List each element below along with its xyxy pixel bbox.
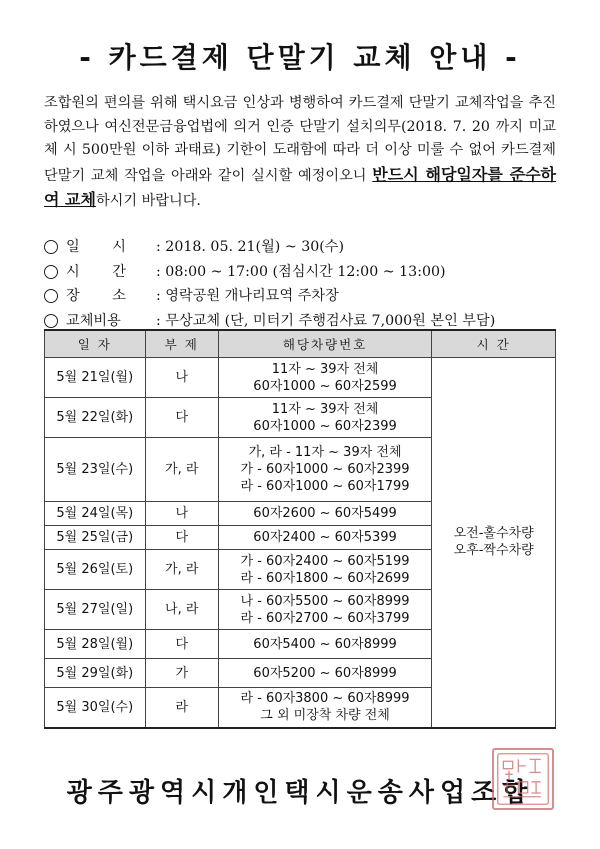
- info-label: 교체비용: [66, 312, 121, 329]
- table-body: [45, 358, 556, 728]
- vehicle-range: 라 - 60자3800 ~ 60자8999: [240, 691, 410, 707]
- info-label: 시 간: [66, 263, 140, 280]
- row-vehicles: [218, 550, 431, 590]
- time-note-cell: [432, 358, 556, 728]
- seal-icon: [494, 750, 552, 808]
- row-vehicles: [218, 630, 431, 659]
- row-part: 다: [145, 526, 218, 550]
- intro-text: 조합원의 편의를 위해 택시요금 인상과 병행하여 카드결제 단말기 교체작업을 추진하였으나 여신전문금융업법에 의거 인증 단말기 설치의무(2018. 7. 20 까지 미교체 시 500만원 이하 과태료) 기한이 도래함에 따라 더 이상 미룰 수 없어 카드결제 단말기 교체 작업을 아래와 같이 실시할 예정이오니: [44, 95, 556, 184]
- row-part: 나: [145, 358, 218, 398]
- header-vehicles: 해당차량번호: [218, 330, 431, 358]
- row-vehicles: [218, 438, 431, 502]
- time-note: 오후-짝수차량: [453, 543, 534, 559]
- vehicle-range: 그 외 미장착 차량 전체: [260, 708, 390, 724]
- row-date: 5월 27일(일): [45, 590, 146, 630]
- circle-bullet-icon: [44, 240, 58, 254]
- vehicle-range: 가 - 60자1000 ~ 60자2399: [240, 462, 410, 477]
- association-name: 광주광역시개인택시운송사업조합: [66, 778, 534, 808]
- vehicle-range: 나 - 60자5500 ~ 60자8999: [240, 593, 410, 609]
- row-vehicles: [218, 688, 431, 728]
- info-item-time: [44, 260, 495, 285]
- info-label: 장 소: [66, 288, 140, 305]
- vehicle-range: 라 - 60자1800 ~ 60자2699: [240, 570, 410, 586]
- vehicle-range: 라 - 60자1000 ~ 60자1799: [240, 479, 410, 494]
- row-date: 5월 30일(수): [45, 688, 146, 728]
- row-part: 가, 라: [145, 438, 218, 502]
- vehicle-range: 60자1000 ~ 60자2399: [253, 418, 397, 434]
- vehicle-range: 라 - 60자2700 ~ 60자3799: [240, 610, 410, 626]
- vehicle-range: 60자2400 ~ 60자5399: [253, 530, 397, 545]
- vehicle-range: 60자2600 ~ 60자5499: [253, 506, 397, 521]
- row-date: 5월 22일(화): [45, 398, 146, 438]
- circle-bullet-icon: [44, 289, 58, 303]
- circle-bullet-icon: [44, 265, 58, 279]
- info-value: : 무상교체 (단, 미터기 주행검사료 7,000원 본인 부담): [156, 312, 496, 329]
- row-part: 나, 라: [145, 590, 218, 630]
- table-row: [45, 358, 556, 398]
- document-title: - 카드결제 단말기 교체 안내 -: [79, 41, 521, 74]
- info-item-date: [44, 235, 495, 260]
- circle-bullet-icon: [44, 314, 58, 328]
- row-date: 5월 21일(월): [45, 358, 146, 398]
- row-vehicles: [218, 502, 431, 526]
- row-part: 가, 라: [145, 550, 218, 590]
- row-date: 5월 26일(토): [45, 550, 146, 590]
- row-date: 5월 28일(월): [45, 630, 146, 659]
- info-label: 일 시: [66, 239, 140, 255]
- vehicle-range: 60자1000 ~ 60자2599: [253, 378, 397, 394]
- info-value: : 08:00 ~ 17:00 (점심시간 12:00 ~ 13:00): [156, 263, 446, 280]
- table-header-row: [45, 330, 556, 358]
- intro-paragraph: [44, 92, 556, 214]
- row-part: 나: [145, 502, 218, 526]
- vehicle-range: 60자5200 ~ 60자8999: [253, 665, 397, 681]
- vehicle-range: 60자5400 ~ 60자8999: [253, 636, 397, 652]
- time-note: 오전-홀수차량: [453, 526, 534, 542]
- row-vehicles: [218, 358, 431, 398]
- vehicle-range: 가, 라 - 11자 ~ 39자 전체: [248, 445, 402, 460]
- header-date: 일 자: [45, 330, 146, 358]
- row-vehicles: [218, 526, 431, 550]
- info-list: [44, 235, 495, 333]
- row-vehicles: [218, 590, 431, 630]
- vehicle-range: 가 - 60자2400 ~ 60자5199: [240, 553, 410, 569]
- row-vehicles: [218, 659, 431, 688]
- info-item-place: [44, 284, 495, 309]
- row-date: 5월 25일(금): [45, 526, 146, 550]
- row-date: 5월 24일(목): [45, 502, 146, 526]
- row-date: 5월 29일(화): [45, 659, 146, 688]
- info-value: : 2018. 05. 21(월) ~ 30(수): [156, 239, 345, 255]
- vehicle-range: 11자 ~ 39자 전체: [271, 401, 379, 417]
- schedule-table: [44, 329, 556, 729]
- row-vehicles: [218, 398, 431, 438]
- header-time: 시 간: [432, 330, 556, 358]
- intro-ending: 하시기 바랍니다.: [95, 193, 201, 210]
- row-part: 다: [145, 398, 218, 438]
- row-date: 5월 23일(수): [45, 438, 146, 502]
- intro-emphasis: 반드시 해당일자를 준수하여 교체: [44, 164, 556, 210]
- row-part: 가: [145, 659, 218, 688]
- info-value: : 영락공원 개나리묘역 주차장: [156, 288, 339, 305]
- official-seal: [492, 748, 554, 810]
- vehicle-range: 11자 ~ 39자 전체: [271, 361, 379, 377]
- row-part: 다: [145, 630, 218, 659]
- row-part: 라: [145, 688, 218, 728]
- header-part: 부 제: [145, 330, 218, 358]
